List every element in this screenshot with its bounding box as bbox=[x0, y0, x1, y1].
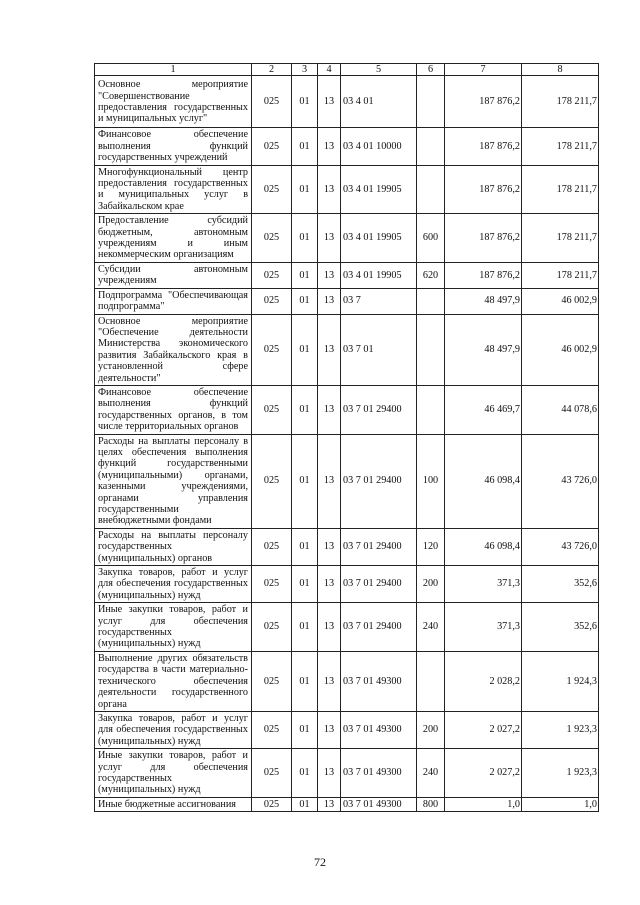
row-name-cell: Расходы на выплаты персоналу в целях обеспечения выполнения функций государственными (муниципальными) органами, казенными учреждениями, органами управления государственными внебюджетными фондами bbox=[95, 434, 252, 528]
row-name-cell: Многофункциональный центр предоставления государственных и муниципальных услуг в Забайкальском крае bbox=[95, 165, 252, 214]
table-row bbox=[95, 314, 599, 385]
row-vr-cell bbox=[417, 385, 445, 434]
table-row bbox=[95, 262, 599, 288]
row-name-cell: Выполнение других обязательств государства в части материально-технического обеспечения деятельности государственного органа bbox=[95, 651, 252, 711]
row-sum2-cell: 1 923,3 bbox=[522, 711, 599, 748]
row-ved-cell: 025 bbox=[252, 651, 292, 711]
row-rz-cell: 01 bbox=[292, 76, 318, 128]
row-vr-cell: 620 bbox=[417, 262, 445, 288]
row-pr-cell: 13 bbox=[318, 385, 341, 434]
row-csr-cell: 03 7 01 49300 bbox=[341, 797, 417, 811]
row-sum1-cell: 187 876,2 bbox=[445, 76, 522, 128]
row-sum1-cell: 48 497,9 bbox=[445, 314, 522, 385]
header-row bbox=[95, 64, 599, 76]
table-row bbox=[95, 385, 599, 434]
row-sum2-cell: 43 726,0 bbox=[522, 434, 599, 528]
row-csr-cell: 03 7 01 29400 bbox=[341, 434, 417, 528]
row-vr-cell: 200 bbox=[417, 711, 445, 748]
row-sum2-cell: 352,6 bbox=[522, 603, 599, 652]
row-pr-cell: 13 bbox=[318, 314, 341, 385]
row-sum1-cell: 2 027,2 bbox=[445, 711, 522, 748]
table-row bbox=[95, 434, 599, 528]
row-name-cell: Предоставление субсидий бюджетным, автономным учреждениям и иным некоммерческим организациям bbox=[95, 214, 252, 263]
row-rz-cell: 01 bbox=[292, 165, 318, 214]
row-rz-cell: 01 bbox=[292, 566, 318, 603]
row-rz-cell: 01 bbox=[292, 749, 318, 798]
row-ved-cell: 025 bbox=[252, 165, 292, 214]
row-csr-cell: 03 4 01 bbox=[341, 76, 417, 128]
row-csr-cell: 03 7 bbox=[341, 288, 417, 314]
row-sum1-cell: 2 027,2 bbox=[445, 749, 522, 798]
row-csr-cell: 03 4 01 10000 bbox=[341, 128, 417, 165]
row-sum2-cell: 178 211,7 bbox=[522, 214, 599, 263]
row-vr-cell: 240 bbox=[417, 749, 445, 798]
table-row bbox=[95, 288, 599, 314]
row-sum1-cell: 46 098,4 bbox=[445, 528, 522, 565]
row-sum1-cell: 46 098,4 bbox=[445, 434, 522, 528]
row-pr-cell: 13 bbox=[318, 797, 341, 811]
row-csr-cell: 03 7 01 29400 bbox=[341, 566, 417, 603]
row-sum1-cell: 187 876,2 bbox=[445, 128, 522, 165]
row-pr-cell: 13 bbox=[318, 566, 341, 603]
table-row bbox=[95, 214, 599, 263]
header-col-4: 4 bbox=[318, 64, 341, 76]
row-pr-cell: 13 bbox=[318, 749, 341, 798]
row-sum2-cell: 178 211,7 bbox=[522, 128, 599, 165]
row-name-cell: Закупка товаров, работ и услуг для обеспечения государственных (муниципальных) нужд bbox=[95, 566, 252, 603]
row-pr-cell: 13 bbox=[318, 288, 341, 314]
row-vr-cell: 240 bbox=[417, 603, 445, 652]
row-name-cell: Подпрограмма "Обеспечивающая подпрограмма" bbox=[95, 288, 252, 314]
row-pr-cell: 13 bbox=[318, 603, 341, 652]
row-vr-cell: 600 bbox=[417, 214, 445, 263]
header-col-6: 6 bbox=[417, 64, 445, 76]
row-csr-cell: 03 4 01 19905 bbox=[341, 262, 417, 288]
row-ved-cell: 025 bbox=[252, 603, 292, 652]
row-pr-cell: 13 bbox=[318, 528, 341, 565]
row-rz-cell: 01 bbox=[292, 434, 318, 528]
row-name-cell: Финансовое обеспечение выполнения функций государственных органов, в том числе территориальных органов bbox=[95, 385, 252, 434]
table-header bbox=[95, 64, 599, 76]
row-csr-cell: 03 7 01 49300 bbox=[341, 711, 417, 748]
row-sum2-cell: 178 211,7 bbox=[522, 165, 599, 214]
row-ved-cell: 025 bbox=[252, 76, 292, 128]
row-name-cell: Иные бюджетные ассигнования bbox=[95, 797, 252, 811]
row-ved-cell: 025 bbox=[252, 528, 292, 565]
table-row bbox=[95, 76, 599, 128]
row-sum2-cell: 44 078,6 bbox=[522, 385, 599, 434]
row-vr-cell bbox=[417, 165, 445, 214]
row-ved-cell: 025 bbox=[252, 797, 292, 811]
row-ved-cell: 025 bbox=[252, 314, 292, 385]
row-name-cell: Основное мероприятие "Совершенствование предоставления государственных и муниципальных услуг" bbox=[95, 76, 252, 128]
row-vr-cell: 200 bbox=[417, 566, 445, 603]
row-ved-cell: 025 bbox=[252, 128, 292, 165]
row-name-cell: Иные закупки товаров, работ и услуг для обеспечения государственных (муниципальных) нужд bbox=[95, 603, 252, 652]
header-col-3: 3 bbox=[292, 64, 318, 76]
row-ved-cell: 025 bbox=[252, 214, 292, 263]
row-ved-cell: 025 bbox=[252, 434, 292, 528]
row-pr-cell: 13 bbox=[318, 165, 341, 214]
row-sum1-cell: 46 469,7 bbox=[445, 385, 522, 434]
row-name-cell: Финансовое обеспечение выполнения функций государственных учреждений bbox=[95, 128, 252, 165]
row-csr-cell: 03 4 01 19905 bbox=[341, 165, 417, 214]
row-rz-cell: 01 bbox=[292, 314, 318, 385]
row-rz-cell: 01 bbox=[292, 385, 318, 434]
row-rz-cell: 01 bbox=[292, 262, 318, 288]
row-ved-cell: 025 bbox=[252, 566, 292, 603]
row-name-cell: Иные закупки товаров, работ и услуг для обеспечения государственных (муниципальных) нужд bbox=[95, 749, 252, 798]
row-csr-cell: 03 7 01 29400 bbox=[341, 385, 417, 434]
row-ved-cell: 025 bbox=[252, 262, 292, 288]
row-rz-cell: 01 bbox=[292, 797, 318, 811]
row-csr-cell: 03 4 01 19905 bbox=[341, 214, 417, 263]
row-vr-cell: 100 bbox=[417, 434, 445, 528]
row-vr-cell bbox=[417, 314, 445, 385]
row-rz-cell: 01 bbox=[292, 288, 318, 314]
row-rz-cell: 01 bbox=[292, 214, 318, 263]
row-sum1-cell: 187 876,2 bbox=[445, 262, 522, 288]
row-csr-cell: 03 7 01 49300 bbox=[341, 651, 417, 711]
table-row bbox=[95, 749, 599, 798]
row-sum1-cell: 371,3 bbox=[445, 603, 522, 652]
row-vr-cell: 800 bbox=[417, 797, 445, 811]
row-pr-cell: 13 bbox=[318, 651, 341, 711]
table-row bbox=[95, 165, 599, 214]
row-sum2-cell: 178 211,7 bbox=[522, 262, 599, 288]
row-name-cell: Основное мероприятие "Обеспечение деятельности Министерства экономического развития Забайкальского края в установленной сфере деятельности" bbox=[95, 314, 252, 385]
table-row bbox=[95, 603, 599, 652]
row-rz-cell: 01 bbox=[292, 711, 318, 748]
row-sum2-cell: 1,0 bbox=[522, 797, 599, 811]
table-row bbox=[95, 528, 599, 565]
page-number: 72 bbox=[314, 855, 326, 869]
row-ved-cell: 025 bbox=[252, 749, 292, 798]
row-sum1-cell: 2 028,2 bbox=[445, 651, 522, 711]
row-csr-cell: 03 7 01 29400 bbox=[341, 528, 417, 565]
budget-table bbox=[94, 63, 599, 812]
row-vr-cell bbox=[417, 288, 445, 314]
row-rz-cell: 01 bbox=[292, 128, 318, 165]
table-row bbox=[95, 566, 599, 603]
row-sum1-cell: 48 497,9 bbox=[445, 288, 522, 314]
header-col-1: 1 bbox=[95, 64, 252, 76]
row-vr-cell bbox=[417, 76, 445, 128]
row-vr-cell bbox=[417, 128, 445, 165]
row-sum2-cell: 178 211,7 bbox=[522, 76, 599, 128]
row-csr-cell: 03 7 01 49300 bbox=[341, 749, 417, 798]
row-sum1-cell: 187 876,2 bbox=[445, 214, 522, 263]
row-vr-cell bbox=[417, 651, 445, 711]
row-pr-cell: 13 bbox=[318, 262, 341, 288]
table-row bbox=[95, 651, 599, 711]
row-sum2-cell: 46 002,9 bbox=[522, 314, 599, 385]
row-vr-cell: 120 bbox=[417, 528, 445, 565]
row-ved-cell: 025 bbox=[252, 385, 292, 434]
row-ved-cell: 025 bbox=[252, 711, 292, 748]
row-sum1-cell: 1,0 bbox=[445, 797, 522, 811]
row-sum2-cell: 43 726,0 bbox=[522, 528, 599, 565]
row-rz-cell: 01 bbox=[292, 651, 318, 711]
row-csr-cell: 03 7 01 29400 bbox=[341, 603, 417, 652]
row-name-cell: Субсидии автономным учреждениям bbox=[95, 262, 252, 288]
row-pr-cell: 13 bbox=[318, 76, 341, 128]
row-ved-cell: 025 bbox=[252, 288, 292, 314]
row-rz-cell: 01 bbox=[292, 528, 318, 565]
table-row bbox=[95, 797, 599, 811]
row-pr-cell: 13 bbox=[318, 711, 341, 748]
row-sum2-cell: 1 924,3 bbox=[522, 651, 599, 711]
row-sum1-cell: 371,3 bbox=[445, 566, 522, 603]
header-col-8: 8 bbox=[522, 64, 599, 76]
row-sum1-cell: 187 876,2 bbox=[445, 165, 522, 214]
row-name-cell: Закупка товаров, работ и услуг для обеспечения государственных (муниципальных) нужд bbox=[95, 711, 252, 748]
row-pr-cell: 13 bbox=[318, 128, 341, 165]
header-col-7: 7 bbox=[445, 64, 522, 76]
row-csr-cell: 03 7 01 bbox=[341, 314, 417, 385]
row-sum2-cell: 46 002,9 bbox=[522, 288, 599, 314]
row-rz-cell: 01 bbox=[292, 603, 318, 652]
row-sum2-cell: 352,6 bbox=[522, 566, 599, 603]
row-pr-cell: 13 bbox=[318, 214, 341, 263]
table-row bbox=[95, 711, 599, 748]
row-pr-cell: 13 bbox=[318, 434, 341, 528]
table-row bbox=[95, 128, 599, 165]
header-col-5: 5 bbox=[341, 64, 417, 76]
header-col-2: 2 bbox=[252, 64, 292, 76]
row-sum2-cell: 1 923,3 bbox=[522, 749, 599, 798]
table-body bbox=[95, 76, 599, 812]
row-name-cell: Расходы на выплаты персоналу государственных (муниципальных) органов bbox=[95, 528, 252, 565]
